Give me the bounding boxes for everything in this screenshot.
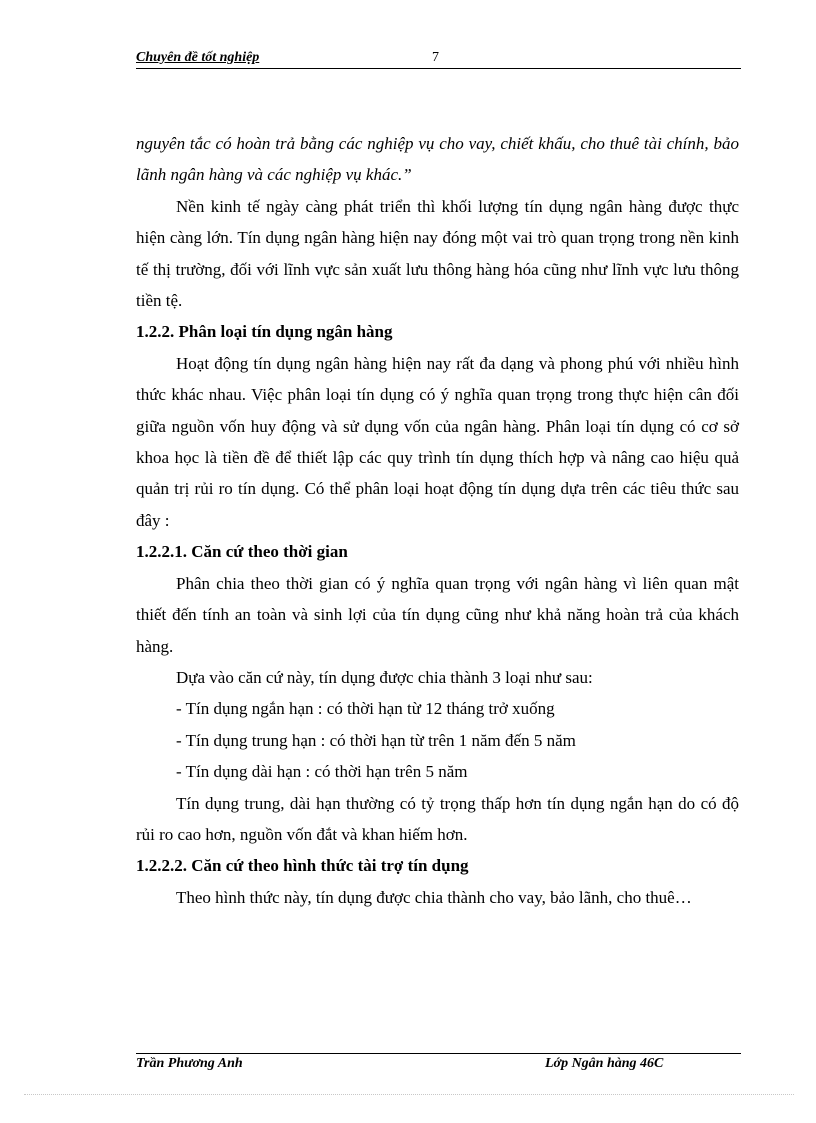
footer-class: Lớp Ngân hàng 46C	[545, 1056, 664, 1071]
paragraph: Theo hình thức này, tín dụng được chia thành cho vay, bảo lãnh, cho thuê…	[176, 887, 692, 907]
subsection-heading: 1.2.2.2. Căn cứ theo hình thức tài trợ tín dụng	[136, 856, 469, 876]
paragraph: Nền kinh tế ngày càng phát triển thì khối lượng tín dụng ngân hàng được thực hiện càng lớn. Tín dụng ngân hàng hiện nay đóng một vai trò quan trọng trong nền kinh tế thị trường, đối với lĩnh vực sản xuất lưu thông hàng hóa cũng như lĩnh vực lưu thông tiền tệ.	[136, 196, 739, 311]
paragraph: Tín dụng trung, dài hạn thường có tỷ trọng thấp hơn tín dụng ngắn hạn do có độ rủi ro cao hơn, nguồn vốn đắt và khan hiếm hơn.	[136, 793, 739, 844]
paragraph: Dựa vào căn cứ này, tín dụng được chia thành 3 loại như sau:	[176, 667, 593, 687]
footer-author: Trần Phương Anh	[136, 1056, 243, 1071]
subsection-heading: 1.2.2.1. Căn cứ theo thời gian	[136, 542, 348, 562]
page-body	[136, 128, 739, 913]
page-number: 7	[432, 50, 439, 65]
page-header	[136, 48, 741, 69]
section-heading: 1.2.2. Phân loại tín dụng ngân hàng	[136, 322, 393, 342]
list-item: - Tín dụng ngắn hạn : có thời hạn từ 12 tháng trở xuống	[176, 699, 555, 719]
quote-continuation: nguyên tắc có hoàn trả bằng các nghiệp vụ cho vay, chiết khấu, cho thuê tài chính, bảo lãnh ngân hàng và các nghiệp vụ khác.”	[136, 134, 739, 185]
list-item: - Tín dụng dài hạn : có thời hạn trên 5 năm	[176, 762, 468, 782]
page-boundary	[24, 1094, 794, 1095]
paragraph: Phân chia theo thời gian có ý nghĩa quan trọng với ngân hàng vì liên quan mật thiết đến tính an toàn và sinh lợi của tín dụng cũng như khả năng hoàn trả của khách hàng.	[136, 573, 739, 656]
page-footer	[136, 1053, 741, 1076]
paragraph: Hoạt động tín dụng ngân hàng hiện nay rất đa dạng và phong phú với nhiều hình thức khác nhau. Việc phân loại tín dụng có ý nghĩa quan trọng trong thực hiện cân đối giữa nguồn vốn huy động và sử dụng vốn của ngân hàng. Phân loại tín dụng có cơ sở khoa học là tiền đề để thiết lập các quy trình tín dụng thích hợp và nâng cao hiệu quả quản trị rủi ro tín dụng. Có thể phân loại hoạt động tín dụng dựa trên các tiêu thức sau đây :	[136, 353, 739, 530]
header-title: Chuyên đề tốt nghiệp	[136, 50, 260, 65]
list-item: - Tín dụng trung hạn : có thời hạn từ trên 1 năm đến 5 năm	[176, 730, 576, 750]
